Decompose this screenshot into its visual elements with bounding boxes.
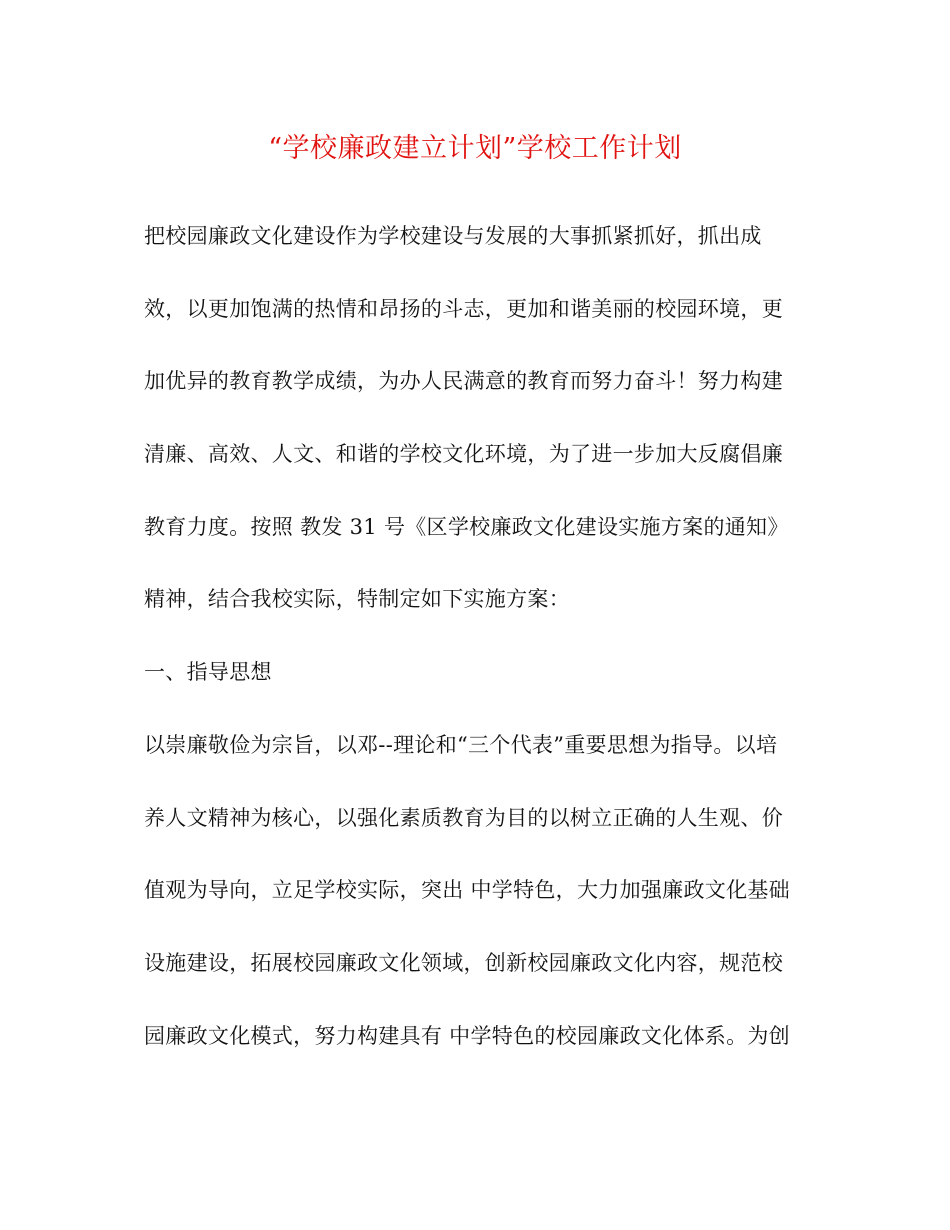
- body-line-5: 教育力度。按照 教发 31 号《区学校廉政文化建设实施方案的通知》: [144, 514, 789, 539]
- document-title: “学校廉政建立计划”学校工作计划: [268, 133, 682, 164]
- body-line-3: 加优异的教育教学成绩，为办人民满意的教育而努力奋斗！努力构建: [144, 369, 783, 394]
- body-line-9: 养人文精神为核心，以强化素质教育为目的以树立正确的人生观、价: [144, 805, 783, 830]
- body-line-12: 园廉政文化模式，努力构建具有 中学特色的校园廉政文化体系。为创: [144, 1023, 790, 1048]
- body-line-1: 把校园廉政文化建设作为学校建设与发展的大事抓紧抓好，抓出成: [144, 224, 762, 248]
- body-line-2: 效，以更加饱满的热情和昂扬的斗志，更加和谐美丽的校园环境，更: [144, 296, 783, 321]
- body-line-6: 精神，结合我校实际，特制定如下实施方案：: [144, 587, 570, 612]
- body-line-11: 设施建设，拓展校园廉政文化领域，创新校园廉政文化内容，规范校: [144, 950, 783, 975]
- body-line-4: 清廉、高效、人文、和谐的学校文化环境，为了进一步加大反腐倡廉: [144, 442, 783, 467]
- section-heading: 一、指导思想: [144, 660, 272, 685]
- document-body: [144, 216, 824, 1088]
- body-line-10: 值观为导向，立足学校实际，突出 中学特色，大力加强廉政文化基础: [144, 878, 790, 903]
- body-line-8: 以崇廉敬俭为宗旨，以邓--理论和“三个代表”重要思想为指导。以培: [144, 732, 778, 757]
